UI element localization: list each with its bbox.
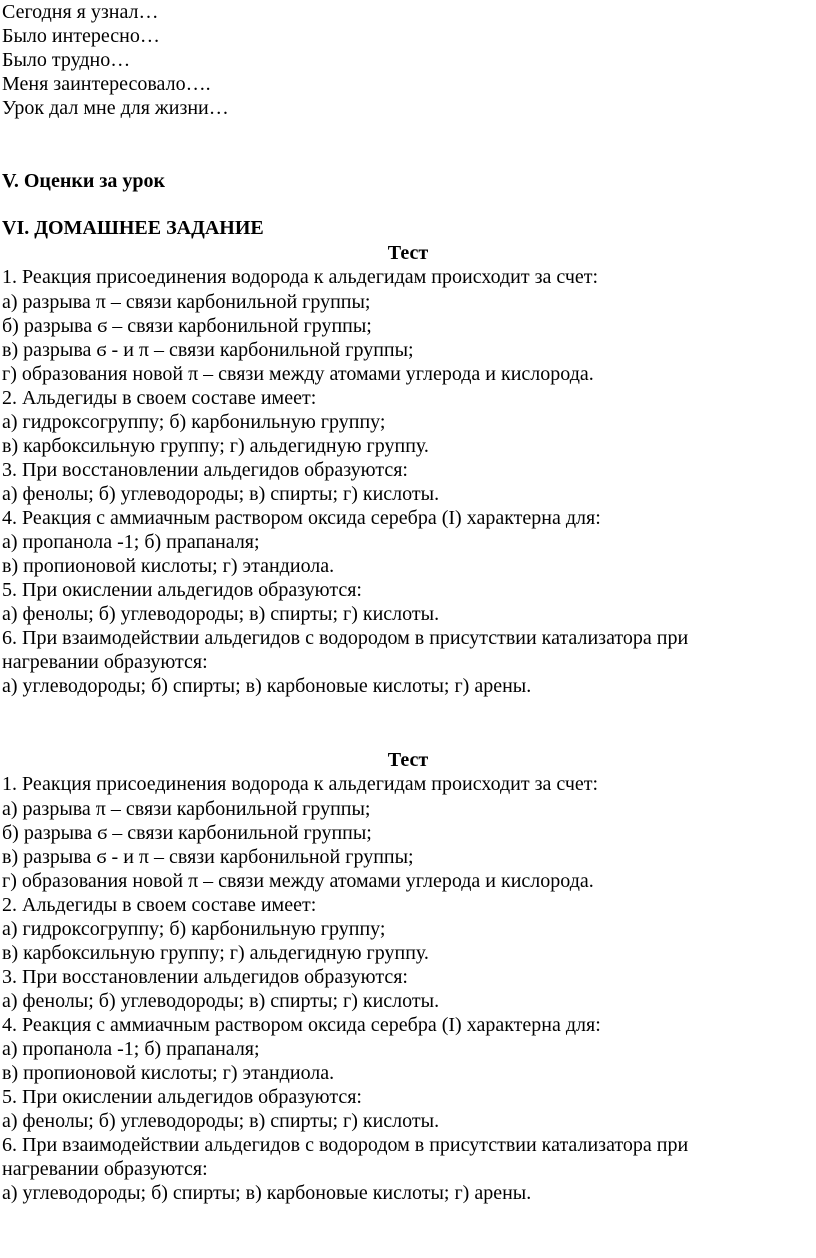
test-line: 6. При взаимодействии альдегидов с водородом в присутствии катализатора при bbox=[2, 1134, 689, 1156]
test-line: г) образования новой π – связи между атомами углерода и кислорода. bbox=[2, 363, 594, 385]
test-line: 3. При восстановлении альдегидов образуются: bbox=[2, 459, 408, 481]
test-line: 4. Реакция с аммиачным раствором оксида серебра (I) характерна для: bbox=[2, 507, 601, 529]
test-line: 1. Реакция присоединения водорода к альдегидам происходит за счет: bbox=[2, 266, 599, 288]
test-line: а) разрыва π – связи карбонильной группы; bbox=[2, 291, 371, 313]
test-title: Тест bbox=[387, 242, 429, 264]
test-line: а) фенолы; б) углеводороды; в) спирты; г) кислоты. bbox=[2, 990, 440, 1012]
test-line: в) разрыва ϭ - и π – связи карбонильной группы; bbox=[2, 846, 414, 868]
test-line: в) пропионовой кислоты; г) этандиола. bbox=[2, 555, 335, 577]
section-heading-grades: V. Оценки за урок bbox=[2, 170, 166, 192]
reflection-line: Было трудно… bbox=[2, 49, 131, 71]
test-title: Тест bbox=[387, 749, 429, 771]
test-line: нагревании образуются: bbox=[2, 651, 208, 673]
test-line: в) разрыва ϭ - и π – связи карбонильной группы; bbox=[2, 339, 414, 361]
test-line: 6. При взаимодействии альдегидов с водородом в присутствии катализатора при bbox=[2, 627, 689, 649]
test-line: а) фенолы; б) углеводороды; в) спирты; г) кислоты. bbox=[2, 483, 440, 505]
test-line: а) пропанола -1; б) прапаналя; bbox=[2, 531, 260, 553]
test-line: в) карбоксильную группу; г) альдегидную группу. bbox=[2, 435, 429, 457]
reflection-line: Было интересно… bbox=[2, 25, 160, 47]
test-line: а) гидроксогруппу; б) карбонильную группу; bbox=[2, 918, 386, 940]
test-line: 4. Реакция с аммиачным раствором оксида серебра (I) характерна для: bbox=[2, 1014, 601, 1036]
test-line: 3. При восстановлении альдегидов образуются: bbox=[2, 966, 408, 988]
test-line: 1. Реакция присоединения водорода к альдегидам происходит за счет: bbox=[2, 773, 599, 795]
test-line: а) углеводороды; б) спирты; в) карбоновые кислоты; г) арены. bbox=[2, 675, 532, 697]
test-line: 2. Альдегиды в своем составе имеет: bbox=[2, 894, 317, 916]
test-line: г) образования новой π – связи между атомами углерода и кислорода. bbox=[2, 870, 594, 892]
test-line: а) пропанола -1; б) прапаналя; bbox=[2, 1038, 260, 1060]
reflection-line: Сегодня я узнал… bbox=[2, 1, 159, 23]
test-line: б) разрыва ϭ – связи карбонильной группы; bbox=[2, 315, 372, 337]
test-line: а) фенолы; б) углеводороды; в) спирты; г) кислоты. bbox=[2, 603, 440, 625]
test-line: 2. Альдегиды в своем составе имеет: bbox=[2, 387, 317, 409]
test-line: в) пропионовой кислоты; г) этандиола. bbox=[2, 1062, 335, 1084]
section-heading-homework: VI. ДОМАШНЕЕ ЗАДАНИЕ bbox=[2, 217, 264, 239]
test-line: в) карбоксильную группу; г) альдегидную группу. bbox=[2, 942, 429, 964]
reflection-line: Меня заинтересовало…. bbox=[2, 73, 211, 95]
test-line: 5. При окислении альдегидов образуются: bbox=[2, 579, 362, 601]
test-line: 5. При окислении альдегидов образуются: bbox=[2, 1086, 362, 1108]
test-line: а) углеводороды; б) спирты; в) карбоновые кислоты; г) арены. bbox=[2, 1182, 532, 1204]
test-line: а) фенолы; б) углеводороды; в) спирты; г) кислоты. bbox=[2, 1110, 440, 1132]
reflection-line: Урок дал мне для жизни… bbox=[2, 97, 229, 119]
test-line: а) гидроксогруппу; б) карбонильную группу; bbox=[2, 411, 386, 433]
test-line: б) разрыва ϭ – связи карбонильной группы; bbox=[2, 822, 372, 844]
test-line: а) разрыва π – связи карбонильной группы; bbox=[2, 798, 371, 820]
test-line: нагревании образуются: bbox=[2, 1158, 208, 1180]
